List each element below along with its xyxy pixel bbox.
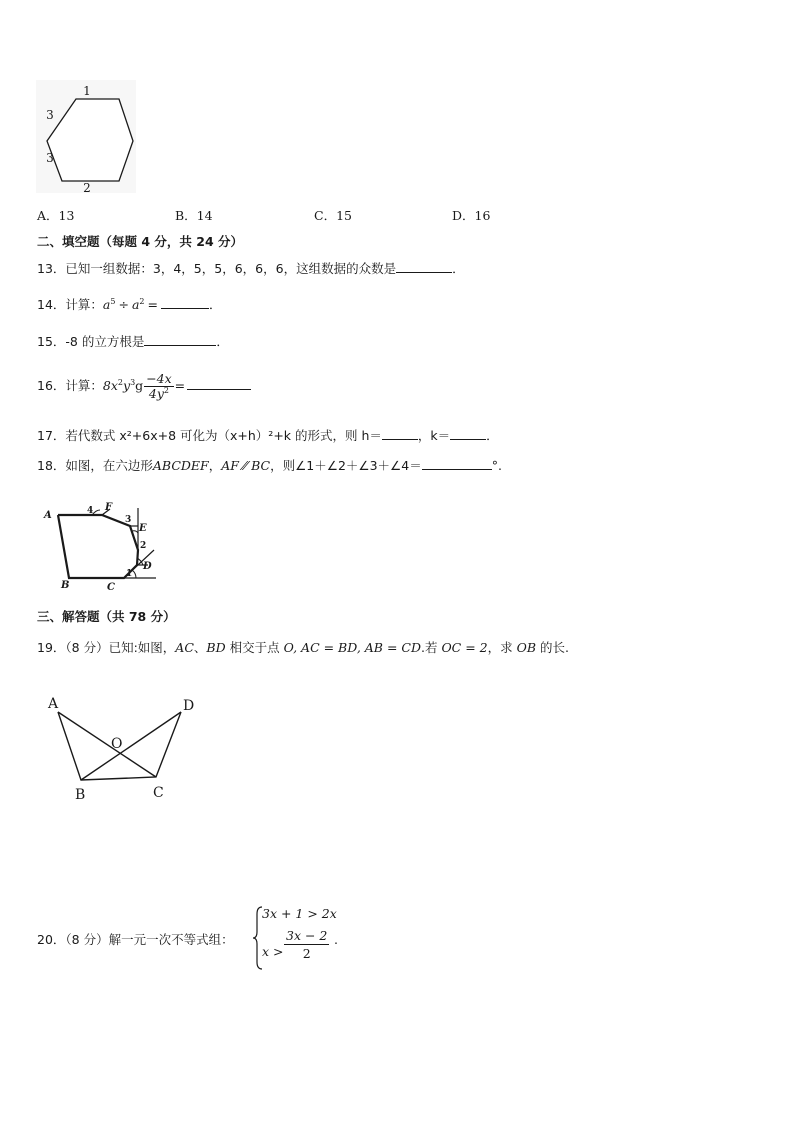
triangles-drawing (44, 690, 204, 805)
q20-inequality-1: 3x + 1 > 2x (262, 906, 337, 921)
hex2-angle-2: 2 (140, 541, 147, 551)
q16-den-exp: 2 (163, 386, 169, 395)
hex2-label-d: D (143, 561, 152, 572)
q16-exp-y: 3 (130, 378, 136, 387)
q18-prefix: 18．如图，在六边形 (37, 458, 153, 473)
hex-label-bottom: 2 (83, 181, 91, 195)
q19-seg-bd: BD (206, 640, 226, 655)
q16-prefix: 16．计算： (37, 378, 103, 393)
q12-option-a: A．13 (37, 208, 75, 223)
hex-label-upper-left: 3 (46, 108, 54, 122)
q15-end: ． (216, 334, 229, 349)
q17-end: ． (486, 428, 499, 443)
q16-equals: = (174, 378, 186, 393)
hex2-label-e: E (139, 523, 147, 534)
hex-label-lower-left: 3 (46, 151, 54, 165)
q17-blank-h[interactable] (382, 427, 418, 440)
hex2-angle-3: 3 (125, 515, 132, 525)
q16 (37, 368, 251, 404)
q16-den-base: 4y (148, 386, 164, 401)
q15-answer-blank[interactable] (144, 333, 216, 346)
q13-answer-blank[interactable] (396, 260, 452, 273)
q19-sep: 、 (193, 640, 207, 655)
q16-mid: g (135, 378, 144, 393)
q14-operator: ÷ (118, 297, 129, 312)
q13-text: 13．已知一组数据：3，4，5，5，6，6，6，这组数据的众数是 (37, 261, 397, 276)
q19-if: .若 (420, 640, 442, 655)
q16-answer-blank[interactable] (187, 377, 251, 390)
hexagon-figure (36, 80, 136, 195)
q20-frac-numerator: 3x − 2 (286, 928, 328, 943)
q18-answer-blank[interactable] (422, 457, 492, 470)
q14-base2: a (131, 297, 140, 312)
q18 (37, 457, 502, 474)
hex2-angle-4: 4 (87, 506, 94, 516)
q20-end: . (334, 932, 338, 947)
q14 (37, 296, 221, 313)
q17-blank-k[interactable] (450, 427, 486, 440)
hex2-label-b: B (61, 580, 70, 591)
q12-option-c: C．15 (314, 208, 352, 223)
q20-system (252, 904, 352, 974)
q20-frac-denominator: 2 (302, 946, 311, 961)
hexagon-angles-figure (40, 498, 170, 598)
hex2-label-c: C (107, 582, 115, 593)
q16-denominator (144, 387, 173, 401)
q18-then: ，则∠1＋∠2＋∠3＋∠4＝ (270, 458, 422, 473)
tri-label-o: O (111, 736, 123, 752)
triangles-figure (44, 690, 204, 805)
q16-numerator: −4x (146, 371, 172, 386)
q15 (37, 333, 229, 350)
q17-text: 17．若代数式 x²+6x+8 可化为（x+h）²+k 的形式，则 h＝ (37, 428, 382, 443)
section2-title: 二、填空题（每题 4 分，共 24 分） (37, 234, 244, 249)
q20-prefix: 20．（8 分）解一元一次不等式组： (37, 932, 234, 947)
q16-exp-x: 2 (117, 378, 124, 387)
q19-prefix: 19．（8 分）已知:如图， (37, 640, 176, 655)
q18-sep: ， (208, 458, 222, 473)
q13 (37, 260, 465, 277)
q19-oc: OC = 2 (441, 640, 488, 655)
q14-answer-blank[interactable] (161, 296, 209, 309)
tri-label-d: D (183, 698, 195, 714)
tri-label-a: A (48, 696, 59, 712)
q14-exp1: 5 (110, 297, 116, 306)
q19 (37, 640, 569, 656)
q12-option-d: D．16 (452, 208, 491, 223)
q17 (37, 427, 499, 444)
q16-y: y (123, 378, 131, 393)
q19-conditions: O, AC = BD, AB = CD (283, 640, 421, 655)
q13-end: ． (452, 261, 465, 276)
q19-ob: OB (516, 640, 537, 655)
q20-inequality-2-frac (284, 928, 329, 963)
q14-exp2: 2 (139, 297, 145, 306)
q19-ask: ，求 (487, 640, 517, 655)
q20 (37, 932, 234, 948)
q14-base1: a (102, 297, 111, 312)
section3-title: 三、解答题（共 78 分） (37, 609, 176, 624)
q15-text: 15．-8 的立方根是 (37, 334, 145, 349)
q20-inequality-2-lhs: x > (262, 944, 284, 959)
tri-label-c: C (153, 785, 164, 801)
hex2-label-a: A (44, 510, 52, 521)
q19-end: 的长. (536, 640, 569, 655)
hex2-label-f: F (105, 502, 113, 513)
q18-parallel: AF ⁄⁄ BC (221, 458, 271, 473)
q19-mid: 相交于点 (225, 640, 284, 655)
hex2-angle-1: 1 (126, 569, 133, 579)
hex-label-top: 1 (83, 84, 91, 98)
q19-seg-ac: AC (175, 640, 194, 655)
q16-expr: 8x (102, 378, 118, 393)
q14-prefix: 14．计算： (37, 297, 103, 312)
q16-fraction (144, 372, 173, 401)
tri-label-b: B (75, 787, 86, 803)
hexagon-angles-drawing (40, 498, 170, 598)
q17-mid: ，k＝ (417, 428, 451, 443)
hexagon-drawing (36, 80, 136, 195)
q14-end: ． (208, 297, 222, 312)
q18-end: °. (491, 458, 502, 473)
q18-hexagon-name: ABCDEF (152, 458, 209, 473)
q14-equals: = (147, 297, 158, 312)
q12-option-b: B．14 (175, 208, 213, 223)
